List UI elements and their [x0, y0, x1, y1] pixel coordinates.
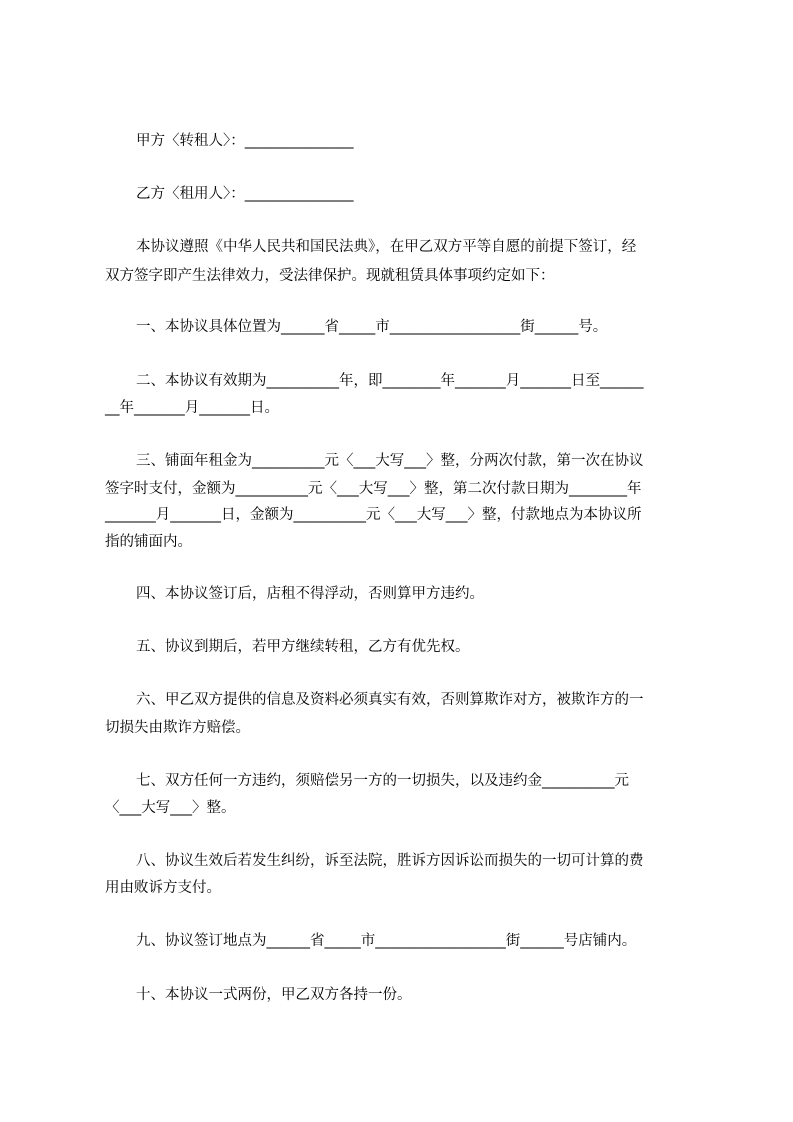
party-b-line	[136, 184, 354, 204]
party-a-blank: _______________	[244, 133, 354, 149]
preamble-line-2: 双方签字即产生法律效力，受法律保护。现就租赁具体事项约定如下：	[105, 268, 555, 284]
clause-3-line-3: _______月_______日，金额为__________元〈___大写___〉整，付款地点为本协议所	[105, 507, 642, 523]
party-b-blank: _______________	[244, 186, 354, 202]
preamble-line-1: 本协议遵照《中华人民共和国民法典》，在甲乙双方平等自愿的前提下签订，经	[136, 239, 637, 255]
clause-7-line-2: 〈___大写___〉整。	[105, 800, 236, 816]
party-a-label: 甲方〈转租人〉：	[136, 133, 245, 149]
clause-9-line-1: 九、协议签订地点为______省_____市__________________街______号店铺内。	[136, 933, 637, 949]
clause-8-line-2: 用由败诉方支付。	[105, 880, 221, 896]
clause-2-line-2: __年_______月_______日。	[105, 400, 279, 416]
party-b-label: 乙方〈租用人〉：	[136, 186, 245, 202]
party-a-line	[136, 131, 354, 151]
clause-3-line-1: 三、铺面年租金为__________元〈___大写___〉整，分两次付款，第一次在协议	[136, 453, 644, 469]
clause-7-line-1: 七、双方任何一方违约，须赔偿另一方的一切损失，以及违约金__________元	[136, 773, 629, 789]
clause-6-line-1: 六、甲乙双方提供的信息及资料必须真实有效，否则算欺诈对方，被欺诈方的一	[136, 692, 644, 708]
clause-3-line-2: 签字时支付，金额为__________元〈___大写___〉整，第二次付款日期为________年	[105, 481, 642, 497]
clause-5-line-1: 五、协议到期后，若甲方继续转租，乙方有优先权。	[136, 639, 470, 655]
clause-3-line-4: 指的铺面内。	[105, 534, 192, 550]
clause-2-line-1: 二、本协议有效期为__________年，即________年_______月_______日至______	[136, 373, 644, 389]
clause-1-line-1: 一、本协议具体位置为______省_____市__________________街______号。	[136, 319, 608, 335]
clause-10-line-1: 十、本协议一式两份，甲乙双方各持一份。	[136, 987, 412, 1003]
clause-6-line-2: 切损失由欺诈方赔偿。	[105, 720, 250, 736]
clause-8-line-1: 八、协议生效后若发生纠纷，诉至法院，胜诉方因诉讼而损失的一切可计算的费	[136, 853, 644, 869]
clause-4-line-1: 四、本协议签订后，店租不得浮动，否则算甲方违约。	[136, 586, 484, 602]
